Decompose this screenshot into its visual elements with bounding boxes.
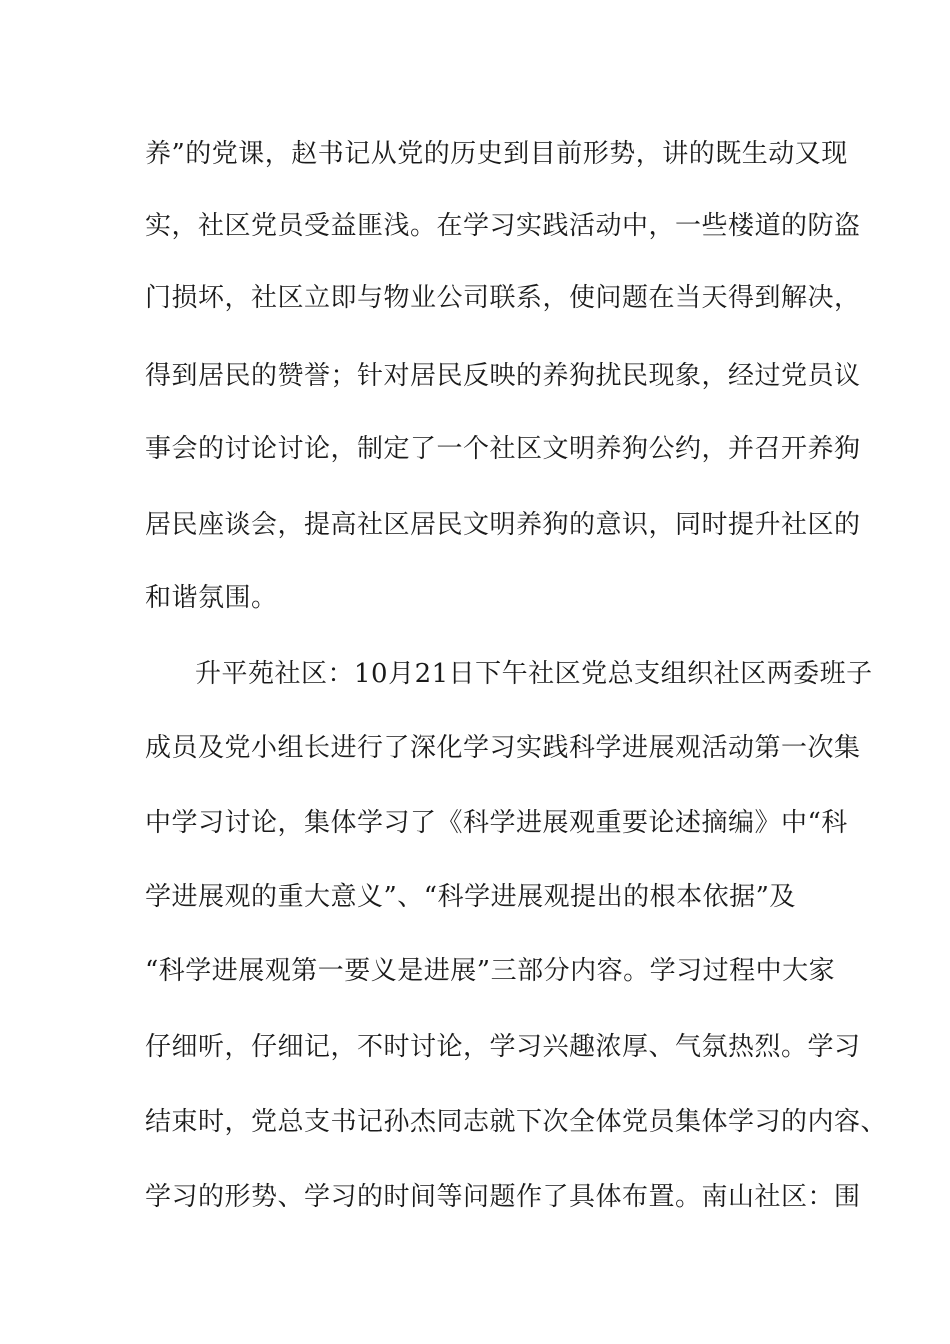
text-line: 得到居民的赞誉；针对居民反映的养狗扰民现象，经过党员议 [145, 361, 861, 391]
text-line: 门损坏，社区立即与物业公司联系，使问题在当天得到解决， [145, 283, 861, 313]
text-line: 结束时，党总支书记孙杰同志就下次全体党员集体学习的内容、 [145, 1107, 888, 1137]
text-line: 学进展观的重大意义”、“科学进展观提出的根本依据”及 [145, 882, 796, 912]
text-line: 仔细听，仔细记，不时讨论，学习兴趣浓厚、气氛热烈。学习 [145, 1032, 861, 1062]
text-line: 中学习讨论，集体学习了《科学进展观重要论述摘编》中“科 [145, 808, 848, 838]
text-line: 实，社区党员受益匪浅。在学习实践活动中，一些楼道的防盗 [145, 211, 861, 241]
text-line: 学习的形势、学习的时间等问题作了具体布置。南山社区：围 [145, 1182, 861, 1212]
text-line: 和谐氛围。 [145, 583, 278, 613]
text-line: 养”的党课，赵书记从党的历史到目前形势，讲的既生动又现 [145, 139, 848, 169]
text-line: 成员及党小组长进行了深化学习实践科学进展观活动第一次集 [145, 733, 861, 763]
text-line: 居民座谈会，提高社区居民文明养狗的意识，同时提升社区的 [145, 510, 861, 540]
text-line: 事会的讨论讨论，制定了一个社区文明养狗公约，并召开养狗 [145, 434, 861, 464]
paragraph-first-line: 升平苑社区：10月21日下午社区党总支组织社区两委班子 [195, 659, 873, 689]
text-line: “科学进展观第一要义是进展”三部分内容。学习过程中大家 [145, 956, 836, 986]
